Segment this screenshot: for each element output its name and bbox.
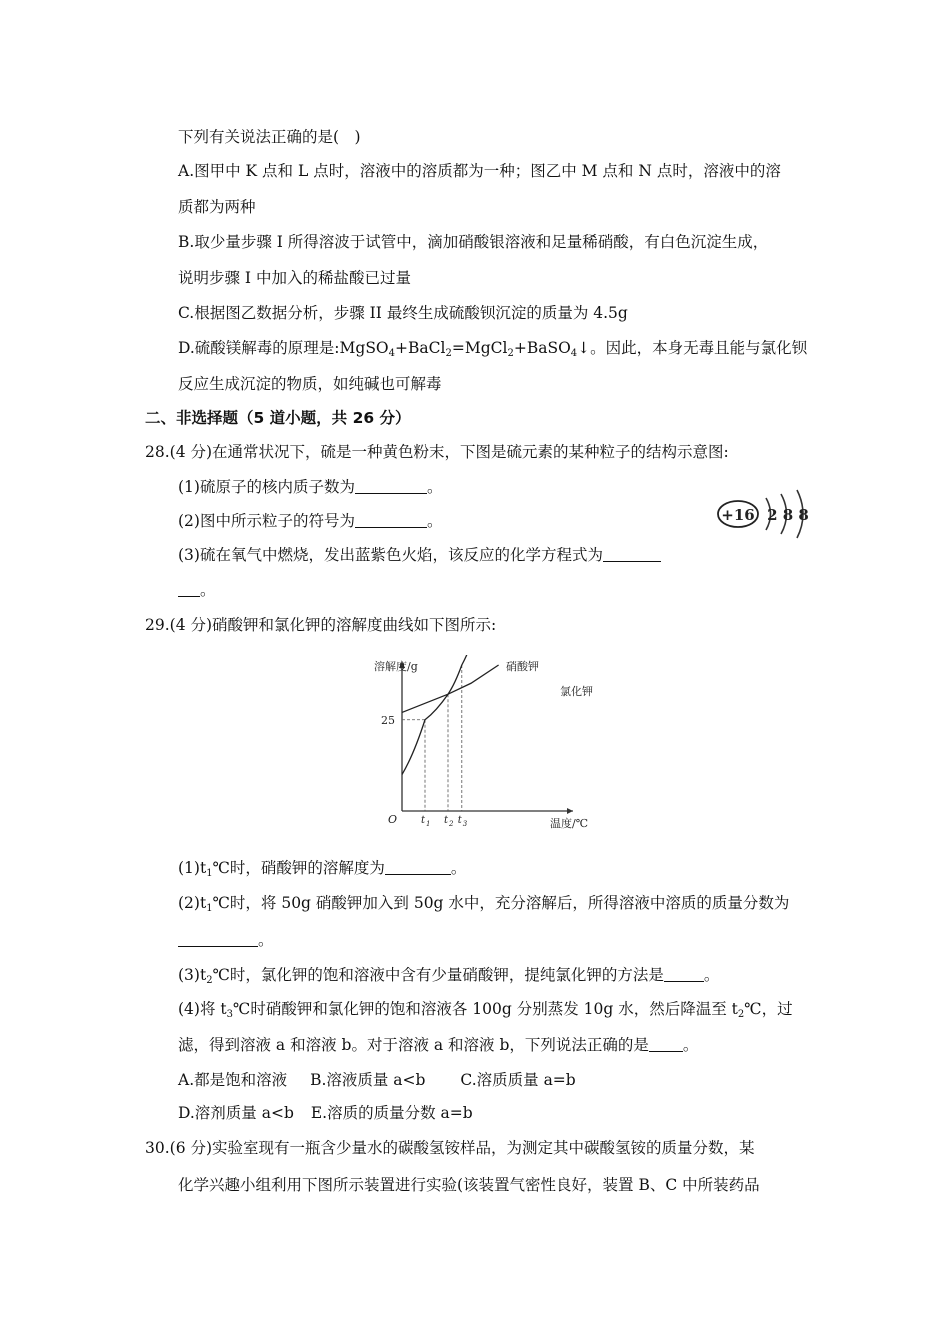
x-tick-sub: 2 <box>449 820 454 828</box>
answer-blank <box>385 860 451 875</box>
answer-blank <box>355 479 427 494</box>
answer-blank <box>355 513 427 528</box>
q29-part1: $(1)t_1℃$时，硝酸钾的溶解度为 。 <box>178 859 467 879</box>
x-tick-label: t <box>421 815 426 826</box>
y-axis-label: 溶解度/g <box>374 660 418 673</box>
q29-part3: $(3)t_2℃$时，氯化钾的饱和溶液中含有少量硝酸钾，提纯氯化钾的方法是 。 <box>178 966 720 986</box>
q29-part4-line1: (4)将 $t_3℃$时硝酸钾和氯化钾的饱和溶液各 100g 分别蒸发 10g 水，然后降温至 $t_2℃$，过 <box>178 1000 793 1020</box>
series-label-potassium-chloride: 氯化钾 <box>560 685 593 698</box>
q28-part3-cont: 。 <box>178 580 216 600</box>
nucleus-charge: +16 <box>721 506 755 524</box>
q29-part4-line2: 滤，得到溶液 a 和溶液 b。对于溶液 a 和溶液 b，下列说法正确的是 。 <box>178 1036 699 1054</box>
q28-part1: (1)硫原子的核内质子数为 。 <box>178 478 443 496</box>
q27-option-b-line1: B.取少量步骤 I 所得溶波于试管中，滴加硝酸银溶液和足量稀硝酸，有白色沉淀生成， <box>178 233 769 251</box>
q29-part2: $(2)t_1℃$时，将 50g 硝酸钾加入到 50g 水中，充分溶解后，所得溶液中溶质的质量分数为 <box>178 894 790 914</box>
answer-blank <box>649 1037 683 1052</box>
q27-option-d-line2: 反应生成沉淀的物质，如纯碱也可解毒 <box>178 375 442 393</box>
x-axis-label: 温度/℃ <box>550 817 589 830</box>
q27-option-a-line1: A.图甲中 K 点和 L 点时，溶液中的溶质都为一种；图乙中 M 点和 N 点时，溶液中的溶 <box>178 162 781 180</box>
x-tick-sub: 1 <box>426 820 431 828</box>
q28-stem: 28.(4 分)在通常状况下，硫是一种黄色粉末，下图是硫元素的某种粒子的结构示意图: <box>145 443 729 461</box>
q27-option-d-line1: D.硫酸镁解毒的原理是:MgSO$_4$+BaCl$_2$=MgCl$_2$+BaSO$_4$↓。因此，本身无毒且能与氯化钡 <box>178 339 808 359</box>
q30-line1: 30.(6 分)实验室现有一瓶含少量水的碳酸氢铵样品，为测定其中碳酸氢铵的质量分数，某 <box>145 1139 755 1157</box>
q29-option-d: D.溶剂质量 a<b <box>178 1104 294 1122</box>
answer-blank <box>178 582 200 597</box>
origin-label: O <box>388 813 398 826</box>
answer-blank <box>603 547 661 562</box>
q29-options-row2 <box>178 1103 473 1123</box>
q27-option-b-line2: 说明步骤 I 中加入的稀盐酸已过量 <box>178 269 411 287</box>
q28-part3: (3)硫在氧气中燃烧，发出蓝紫色火焰，该反应的化学方程式为 <box>178 545 661 565</box>
q29-stem: 29.(4 分)硝酸钾和氯化钾的溶解度曲线如下图所示: <box>145 616 497 634</box>
q27-intro: 下列有关说法正确的是( ) <box>178 128 361 146</box>
y-tick-label: 25 <box>381 713 395 727</box>
x-tick-label: t <box>444 815 449 826</box>
q29-option-b: B.溶液质量 a<b <box>310 1071 426 1089</box>
solubility-curve-chart <box>368 655 618 835</box>
x-axis-arrow <box>567 808 573 814</box>
q29-options-row1 <box>178 1070 576 1090</box>
x-tick-sub: 3 <box>462 820 468 828</box>
sulfur-ion-structure-diagram <box>713 478 821 546</box>
x-tick-label: t <box>457 815 462 826</box>
q29-part2-cont: 。 <box>178 930 274 950</box>
q28-part2: (2)图中所示粒子的符号为 。 <box>178 512 443 530</box>
q29-option-a: A.都是饱和溶液 <box>178 1071 288 1089</box>
section-heading: 二、非选择题（5 道小题，共 26 分） <box>145 409 411 427</box>
q29-option-e: E.溶质的质量分数 a=b <box>310 1104 473 1122</box>
electron-counts: 2 8 8 <box>767 506 809 524</box>
answer-blank <box>664 967 704 982</box>
series-label-potassium-nitrate: 硝酸钾 <box>506 660 539 673</box>
answer-blank <box>178 932 258 947</box>
q27-option-c: C.根据图乙数据分析，步骤 II 最终生成硫酸钡沉淀的质量为 4.5g <box>178 304 628 322</box>
q27-option-a-line2: 质都为两种 <box>178 198 256 216</box>
q30-line2: 化学兴趣小组利用下图所示装置进行实验(该装置气密性良好，装置 B、C 中所装药品 <box>178 1176 760 1194</box>
q29-option-c: C.溶质质量 a=b <box>460 1071 576 1089</box>
